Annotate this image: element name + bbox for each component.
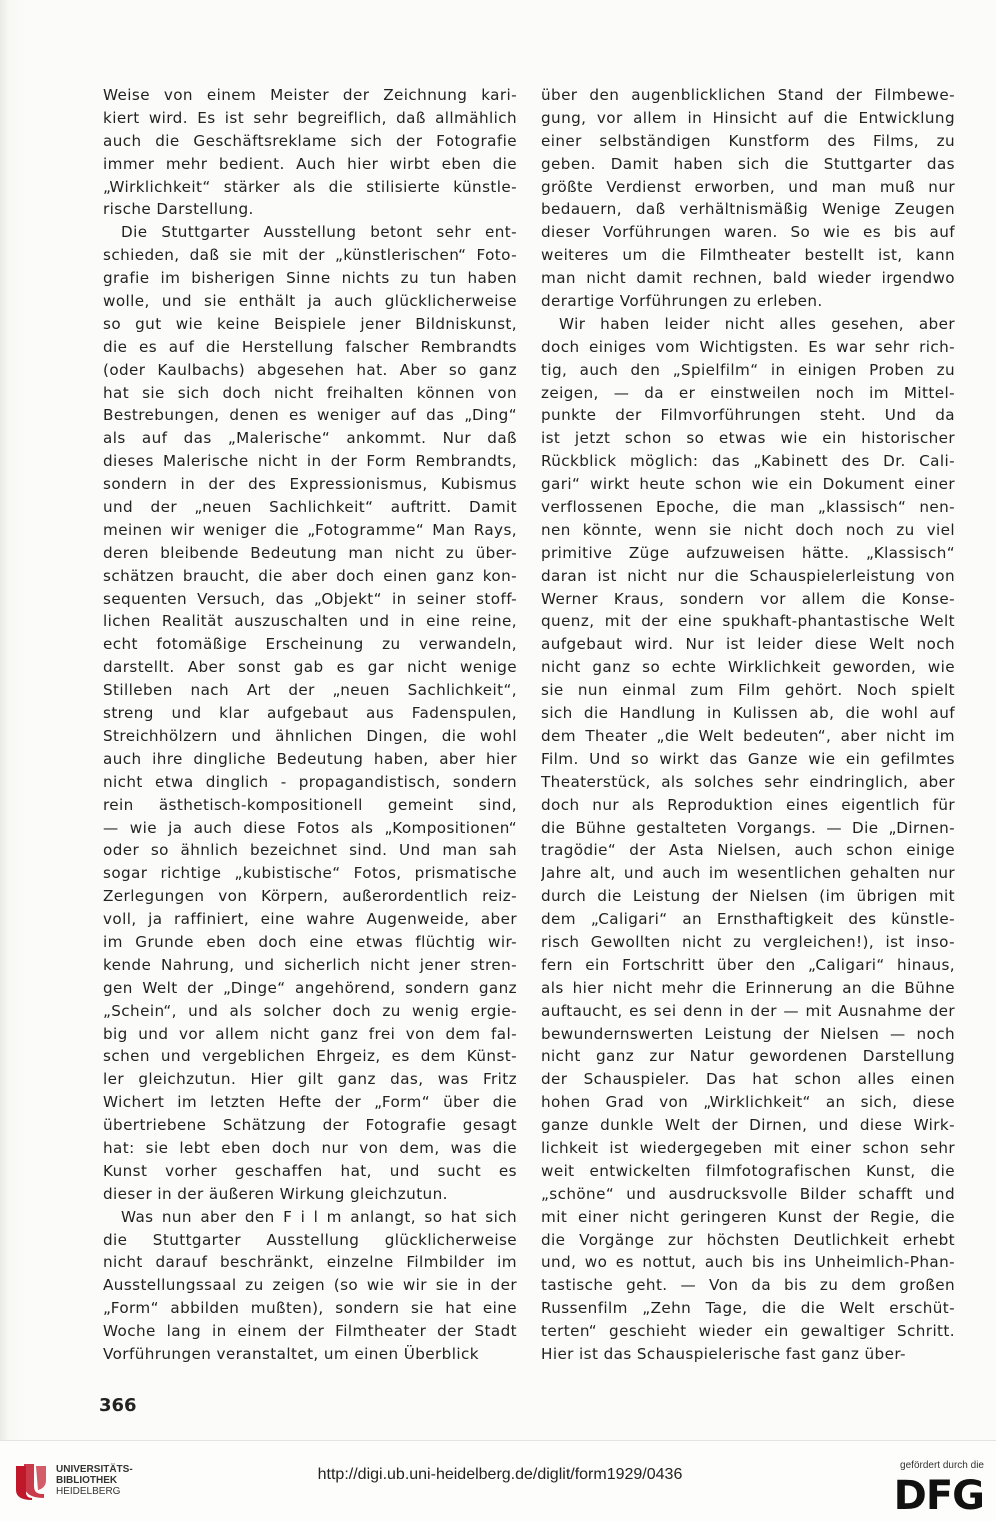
text-line: — wie ja auch diese Fotos als „Kompositionen“ xyxy=(103,818,517,837)
text-line: auch die Geschäftsreklame sich der Fotografie xyxy=(103,131,517,150)
text-line: rische Darstellung. xyxy=(103,200,254,219)
text-line: hat: sie lebt eben doch nur von dem, was die xyxy=(103,1138,517,1157)
text-line: die Stuttgarter Ausstellung glücklicherweise xyxy=(103,1230,517,1249)
text-line: Werner Kraus, sondern vor allem die Konse- xyxy=(541,589,955,608)
text-line: streng und klar aufgebaut aus Fadenspulen, xyxy=(103,704,517,723)
text-line: „schöne“ und ausdrucksvolle Bilder schafft und xyxy=(541,1184,955,1203)
text-line: dieses Malerische nicht in der Form Rembrandts, xyxy=(103,452,517,471)
text-line: nicht darauf beschränkt, einzelne Filmbilder im xyxy=(103,1253,517,1272)
text-line: doch nur als Reproduktion eines eigentlich für xyxy=(541,795,955,814)
text-line: nicht ganz zur Natur gewordenen Darstellung xyxy=(541,1047,955,1066)
text-line: so gut wie keine Beispiele jener Bildniskunst, xyxy=(103,314,517,333)
text-line: Film. Und so wirkt das Ganze wie ein gefilmtes xyxy=(541,749,955,768)
text-line: und der „neuen Sachlichkeit“ auftritt. Damit xyxy=(103,498,517,517)
text-line: hat sie sich doch nicht freihalten können von xyxy=(103,383,517,402)
text-column-right xyxy=(541,84,955,1366)
text-line: die Vorgänge zur höchsten Deutlichkeit erhebt xyxy=(541,1230,955,1249)
text-line: die es auf die Herstellung falscher Rembrandts xyxy=(103,337,517,356)
text-line: gung, vor allem in Hinsicht auf die Entwicklung xyxy=(541,108,955,127)
text-line: Die Stuttgarter Ausstellung betont sehr ent- xyxy=(121,223,517,242)
text-line: weit entwickelten filmfotografischen Kunst, die xyxy=(541,1161,955,1180)
text-line: (oder Kaulbachs) abgesehen hat. Aber so ganz xyxy=(103,360,517,379)
text-line: gari“ wirkt heute schon wie ein Dokument einer xyxy=(541,475,955,494)
text-line: immer mehr bedient. Auch hier wirbt eben die xyxy=(103,154,517,173)
text-line: übertriebene Schätzung der Fotografie gesagt xyxy=(103,1116,517,1135)
text-line: meinen wir weniger die „Fotogramme“ Man Rays, xyxy=(103,520,517,539)
text-line: „Schein“, und als solcher doch zu wenig ergie- xyxy=(103,1001,517,1020)
library-line-1: UNIVERSITÄTS- xyxy=(56,1464,133,1475)
text-line: Wichert im letzten Hefte der „Form“ über die xyxy=(103,1093,517,1112)
text-line: lichkeit ist wiedergegeben mit einer schon sehr xyxy=(541,1138,955,1157)
text-column-left xyxy=(103,84,517,1366)
text-line: punkte der Filmvorführungen steht. Und da xyxy=(541,406,955,425)
text-line: bedauern, daß verhältnismäßig Wenige Zeugen xyxy=(541,200,955,219)
text-line: Kunst vorher geschaffen hat, und sucht es xyxy=(103,1161,517,1180)
funding-label: gefördert durch die xyxy=(900,1460,984,1471)
text-line: tastische geht. — Von da bis zu dem großen xyxy=(541,1276,955,1295)
text-line: lichen Realität auszuschalten und in eine reine, xyxy=(103,612,517,631)
text-line: quenz, mit der eine spukhaft-phantastische Welt xyxy=(541,612,955,631)
text-line: voll, ja raffiniert, eine wahre Augenweide, aber xyxy=(103,910,517,929)
page-number: 366 xyxy=(99,1395,137,1416)
library-line-3: HEIDELBERG xyxy=(56,1486,121,1497)
text-line: doch einiges vom Wichtigsten. Es war sehr rich- xyxy=(541,337,955,356)
text-line: sie nun einmal zum Film gehört. Noch spielt xyxy=(541,681,955,700)
text-line: Rückblick möglich: das „Kabinett des Dr. Cali- xyxy=(541,452,955,471)
text-line: über den augenblicklichen Stand der Filmbewe- xyxy=(541,86,955,104)
text-line: mit einer nicht geringeren Kunst der Regie, die xyxy=(541,1207,955,1226)
text-line: dieser in der äußeren Wirkung gleichzutun. xyxy=(103,1184,448,1203)
text-line: echt fotomäßige Erscheinung zu verwandeln, xyxy=(103,635,517,654)
text-line: schen und vergeblichen Ehrgeiz, es dem Künst- xyxy=(103,1047,517,1066)
text-line: ist jetzt schon so etwas wie ein historischer xyxy=(541,429,955,448)
text-line: kende Nahrung, und sicherlich nicht jener stren- xyxy=(103,955,517,974)
text-line: schieden, daß sie mit der „künstlerischen“ Foto- xyxy=(103,246,517,265)
text-line: Zerlegungen von Körpern, außerordentlich reiz- xyxy=(103,887,517,906)
text-line: tig, auch den „Spielfilm“ in einigen Proben zu xyxy=(541,360,955,379)
text-line: big und vor allem nicht ganz frei von dem fal- xyxy=(103,1024,517,1043)
text-line: und, wo es nottut, auch bis ins Unheimlich-Phan- xyxy=(541,1253,955,1272)
university-library-name xyxy=(56,1464,133,1497)
text-line: hohen Grad von „Wirklichkeit“ an sich, diese xyxy=(541,1093,955,1112)
text-line: Jahre alt, und auch im wesentlichen gehalten nur xyxy=(541,864,955,883)
text-line: terten“ geschieht wieder ein gewaltiger Schritt. xyxy=(541,1322,955,1341)
text-line: aufgebaut wird. Nur ist leider diese Welt noch xyxy=(541,635,955,654)
text-line: geben. Damit haben sich die Stuttgarter das xyxy=(541,154,955,173)
text-line: ganze dunkle Welt der Dirnen, und diese Wirk- xyxy=(541,1116,955,1135)
text-line: oder so ähnlich bezeichnet sind. Und man sah xyxy=(103,841,517,860)
text-line: „Form“ abbilden mußten), sondern sie hat eine xyxy=(103,1299,517,1318)
text-line: ler gleichzutun. Hier gilt ganz das, was Fritz xyxy=(103,1070,517,1089)
text-line: auch ihre dingliche Bedeutung haben, aber hier xyxy=(103,749,517,768)
text-line: sequenten Versuch, das „Objekt“ in seiner stoff- xyxy=(103,589,517,608)
text-line: Hier ist das Schauspielerische fast ganz über- xyxy=(541,1344,906,1363)
text-line: durch die Leistung der Nielsen (im übrigen mit xyxy=(541,887,955,906)
text-line: Russenfilm „Zehn Tage, die die Welt erschüt- xyxy=(541,1299,955,1318)
text-line: Bestrebungen, denen es weniger auf das „Ding“ xyxy=(103,406,517,425)
text-line: Stilleben nach Art der „neuen Sachlichkeit“, xyxy=(103,681,517,700)
text-line: daran ist nicht nur die Schauspielerleistung von xyxy=(541,566,955,585)
text-line: deren bleibende Bedeutung man nicht zu über- xyxy=(103,543,517,562)
dfg-logo: DFG xyxy=(893,1473,984,1519)
text-line: primitive Züge aufzuweisen hätte. „Klassisch“ xyxy=(541,543,955,562)
library-line-2: BIBLIOTHEK xyxy=(56,1475,118,1486)
text-line: als auf das „Malerische“ ankommt. Nur daß xyxy=(103,429,517,448)
text-line: dieser Vorführungen waren. So wie es bis auf xyxy=(541,223,955,242)
text-line: sich die Handlung in Kulissen ab, die wohl auf xyxy=(541,704,955,723)
university-library-logo-icon xyxy=(10,1462,50,1502)
text-line: man nicht damit rechnen, bald wieder irgendwo xyxy=(541,269,955,288)
text-line: „Wirklichkeit“ stärker als die stilisierte künstle- xyxy=(103,177,517,196)
text-line: Theaterstück, als solches sehr eindringlich, aber xyxy=(541,772,955,791)
text-line: gen Welt der „Dinge“ angehörend, sondern ganz xyxy=(103,978,517,997)
text-line: größte Verdienst erworben, und man muß nur xyxy=(541,177,955,196)
text-line: die Bühne gestalteten Vorgangs. — Die „Dirnen- xyxy=(541,818,955,837)
text-line: darstellt. Aber sonst gab es gar nicht wenige xyxy=(103,658,517,677)
text-line: nicht etwa dinglich - propagandistisch, sondern xyxy=(103,772,517,791)
text-line: nen könnte, wenn sie nicht doch noch zu viel xyxy=(541,520,955,539)
text-line: dem Theater „die Welt bedeuten“, aber nicht im xyxy=(541,726,955,745)
text-line: der Schauspieler. Das hat schon alles einen xyxy=(541,1070,955,1089)
text-line: grafie im bisherigen Sinne nichts zu tun haben xyxy=(103,269,517,288)
text-line: rein ästhetisch-kompositionell gemeint sind, xyxy=(103,795,517,814)
text-line: Woche lang in einem der Filmtheater der Stadt xyxy=(103,1322,517,1341)
text-line: tragödie“ der Asta Nielsen, auch schon einige xyxy=(541,841,955,860)
text-line: schätzen braucht, die aber doch einen ganz kon- xyxy=(103,566,517,585)
text-line: Ausstellungssaal zu zeigen (so wie wir sie in der xyxy=(103,1276,517,1295)
text-line: einer selbständigen Kunstform des Films, zu xyxy=(541,131,955,150)
text-line: sogar richtige „kubistische“ Fotos, prismatische xyxy=(103,864,517,883)
text-line: zeigen, — da er einstweilen noch im Mittel- xyxy=(541,383,955,402)
text-line: Vorführungen veranstaltet, um einen Überblick xyxy=(103,1344,479,1363)
text-line: im Grunde eben doch eine etwas flüchtig wir- xyxy=(103,932,517,951)
text-line: Streichhölzern und ähnlichen Dingen, die wohl xyxy=(103,726,517,745)
text-line: als hier nicht mehr die Erinnerung an die Bühne xyxy=(541,978,955,997)
text-line: kiert wird. Es ist sehr begreiflich, daß allmählich xyxy=(103,108,517,127)
text-line: auftaucht, es sei denn in der — mit Ausnahme der xyxy=(541,1001,955,1020)
permalink-url[interactable]: http://digi.ub.uni-heidelberg.de/diglit/form1929/0436 xyxy=(317,1466,683,1483)
text-line: verflossenen Epoche, die man „klassisch“ nen- xyxy=(541,498,955,517)
footer-divider xyxy=(0,1440,996,1441)
text-line: risch Gewollten nicht zu vergleichen!), ist inso- xyxy=(541,932,955,951)
text-line: Wir haben leider nicht alles gesehen, aber xyxy=(559,314,955,333)
text-line: bewundernswerten Leistung der Nielsen — noch xyxy=(541,1024,955,1043)
text-line: sondern in der des Expressionismus, Kubismus xyxy=(103,475,517,494)
text-line: derartige Vorführungen zu erleben. xyxy=(541,292,823,311)
text-line: nicht ganz so echte Wirklichkeit geworden, wie xyxy=(541,658,955,677)
text-line: wolle, und sie enthält ja auch glücklicherweise xyxy=(103,292,517,311)
text-line: dem „Caligari“ an Ernsthaftigkeit des künstle- xyxy=(541,910,955,929)
text-line: Weise von einem Meister der Zeichnung kari- xyxy=(103,86,517,104)
text-line: fern ein Fortschritt über den „Caligari“ hinaus, xyxy=(541,955,955,974)
text-line: weiteres um die Filmtheater bestellt ist, kann xyxy=(541,246,955,265)
text-line: Was nun aber den F i l m anlangt, so hat sich xyxy=(121,1207,517,1226)
